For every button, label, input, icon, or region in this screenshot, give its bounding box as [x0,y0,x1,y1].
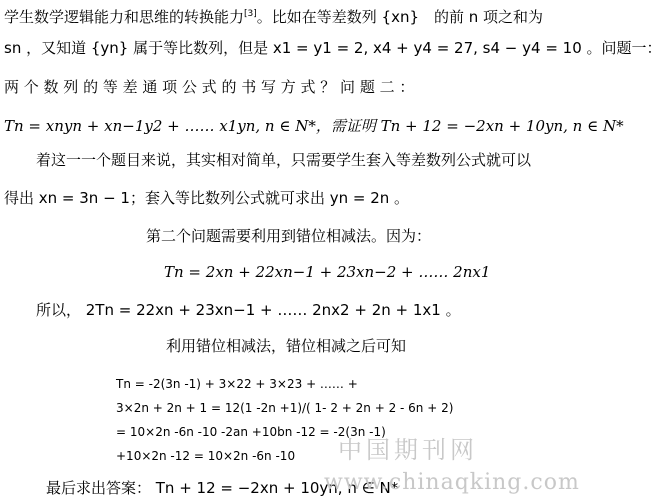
formula-line-8: Tn = 2xn + 22xn−1 + 23xn−2 + …… 2nx1 [164,263,491,281]
paragraph-line-3: 两 个 数 列 的 等 差 通 项 公 式 的 书 写 方 式 ？ 问 题 二 ： [4,78,415,96]
paragraph-line-1 [4,4,543,27]
watermark-url: www.chinaqking.com [324,470,580,495]
watermark-cn: 中国期刊网 [338,436,478,464]
paragraph-line-10: 利用错位相减法，错位相减之后可知 [166,337,407,355]
paragraph-line-2: sn ，又知道 {yn} 属于等比数列，但是 x1 = y1 = 2, x4 + y4 = 27, s4 − y4 = 10 。问题一： [4,39,662,57]
answer-line: 最后求出答案： Tn + 12 = −2xn + 10yn, n ∈ N* [46,479,399,497]
line-1-text: 学生数学逻辑能力和思维的转换能力 [4,8,245,26]
paragraph-line-5: 着这一一个题目来说，其实相对简单，只需要学生套入等差数列公式就可以 [36,151,532,169]
formula-line-9: 所以， 2Tn = 22xn + 23xn−1 + …… 2nx2 + 2n + 1x1 。 [36,301,461,319]
derivation-line-14: +10×2n -12 = 10×2n -6n -10 [116,449,296,463]
line-1-continuation: 。比如在等差数列 {xn} 的前 n 项之和为 [256,8,544,26]
formula-line-4: Tn = xnyn + xn−1y2 + …… x1yn, n ∈ N*，需证明 Tn + 12 = −2xn + 10yn, n ∈ N* [4,117,624,135]
derivation-line-13: = 10×2n -6n -10 -2an +10bn -12 = -2(3n -1) [116,425,386,439]
paragraph-line-6: 得出 xn = 3n − 1；套入等比数列公式就可求出 yn = 2n 。 [4,189,410,207]
citation-ref: [3] [244,9,257,19]
paragraph-line-7: 第二个问题需要利用到错位相减法。因为： [146,227,432,245]
derivation-line-12: 3×2n + 2n + 1 = 12(1 -2n +1)/( 1- 2 + 2n + 2 - 6n + 2) [116,401,454,415]
derivation-line-11: Tn = -2(3n -1) + 3×22 + 3×23 + …… + [116,377,358,391]
